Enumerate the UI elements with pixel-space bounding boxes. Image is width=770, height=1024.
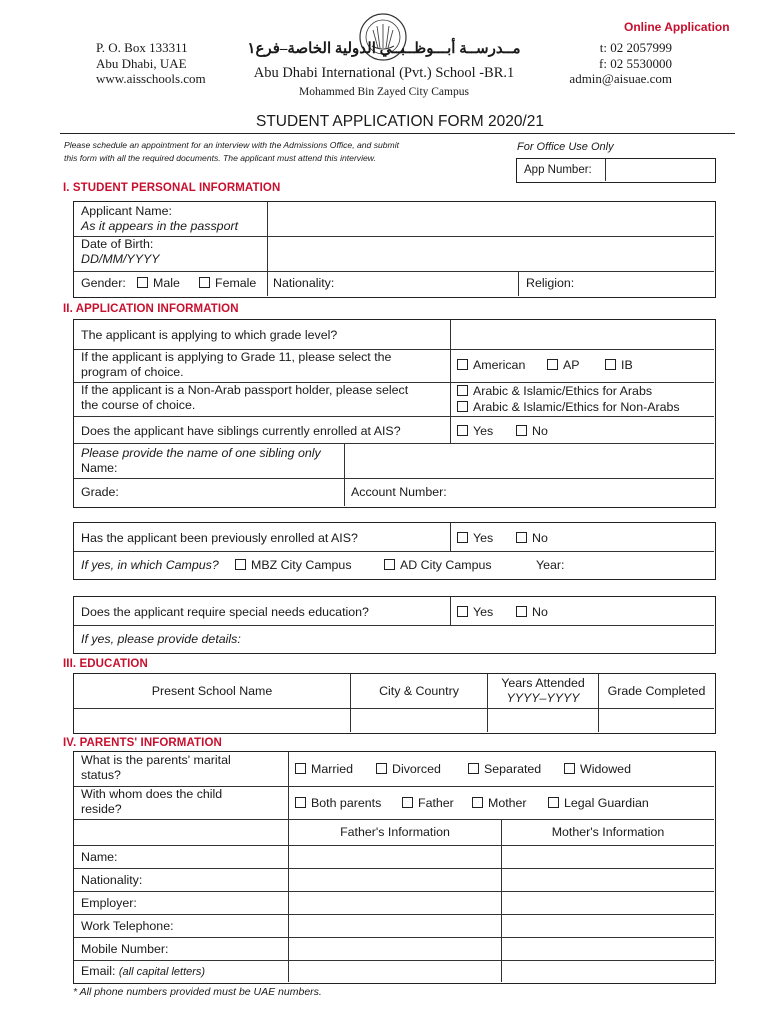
sibling-name-text: Name: xyxy=(81,461,118,475)
previous-enrollment-question: Has the applicant been previously enrolled at AIS? xyxy=(81,531,358,545)
marital-widowed-label: Widowed xyxy=(580,762,631,776)
reside-question-line-1: With whom does the child xyxy=(81,787,223,801)
program-ap-label: AP xyxy=(563,358,580,372)
year-label: Year: xyxy=(536,558,565,572)
dob-hint: DD/MM/YYYY xyxy=(81,252,160,266)
parent-nationality-label: Nationality: xyxy=(81,873,143,887)
col-years-format: YYYY–YYYY xyxy=(506,691,580,705)
program-american-label: American xyxy=(473,358,526,372)
email-text: Email: xyxy=(81,964,119,978)
checkbox-icon[interactable] xyxy=(457,606,468,617)
reside-mother-option[interactable] xyxy=(472,796,527,810)
checkbox-icon[interactable] xyxy=(457,359,468,370)
nonarab-question xyxy=(81,383,408,413)
divider xyxy=(74,819,714,820)
app-number-box xyxy=(516,158,716,183)
marital-question-line-1: What is the parents' marital xyxy=(81,753,231,767)
siblings-question: Does the applicant have siblings currently enrolled at AIS? xyxy=(81,424,401,438)
divider xyxy=(501,819,502,982)
siblings-yes-label: Yes xyxy=(473,424,494,438)
website-link[interactable]: www.aisschools.com xyxy=(96,71,206,86)
reside-father-option[interactable] xyxy=(402,796,454,810)
religion-label: Religion: xyxy=(526,276,575,290)
previous-no-label: No xyxy=(532,531,548,545)
special-yes-label: Yes xyxy=(473,605,494,619)
siblings-no-label: No xyxy=(532,424,548,438)
reside-father-label: Father xyxy=(418,796,454,810)
campus-mbz-option[interactable] xyxy=(235,558,352,572)
reside-mother-label: Mother xyxy=(488,796,527,810)
checkbox-icon[interactable] xyxy=(457,385,468,396)
marital-separated-label: Separated xyxy=(484,762,542,776)
course-arabs-label: Arabic & Islamic/Ethics for Arabs xyxy=(473,384,653,398)
course-nonarabs-label: Arabic & Islamic/Ethics for Non-Arabs xyxy=(473,400,680,414)
fax: f: 02 5530000 xyxy=(599,55,672,71)
section-1-heading: I. STUDENT PERSONAL INFORMATION xyxy=(63,182,281,194)
grade11-question-line-2: program of choice. xyxy=(81,365,184,379)
nationality-label: Nationality: xyxy=(273,276,335,290)
checkbox-icon[interactable] xyxy=(547,359,558,370)
gender-female-option[interactable] xyxy=(199,276,256,290)
phone: t: 02 2057999 xyxy=(599,40,672,55)
previous-yes-option[interactable] xyxy=(457,531,493,545)
school-address xyxy=(96,40,206,87)
previous-yes-label: Yes xyxy=(473,531,494,545)
divider xyxy=(74,271,714,272)
reside-both-option[interactable] xyxy=(295,796,381,810)
po-box: P. O. Box 133311 xyxy=(96,40,188,55)
marital-question xyxy=(81,753,231,783)
campus-adcity-option[interactable] xyxy=(384,558,492,572)
grade-level-question: The applicant is applying to which grade level? xyxy=(81,328,338,342)
app-number-label: App Number: xyxy=(524,164,592,176)
program-ib-label: IB xyxy=(621,358,633,372)
divider xyxy=(74,937,714,938)
sibling-name-hint: Please provide the name of one sibling only xyxy=(81,446,321,460)
checkbox-icon[interactable] xyxy=(457,401,468,412)
parent-email-label xyxy=(81,964,205,980)
mother-info-header: Mother's Information xyxy=(551,825,665,839)
checkbox-icon[interactable] xyxy=(295,797,306,808)
program-ap-option[interactable] xyxy=(547,358,580,372)
divider xyxy=(450,597,451,625)
account-number-label: Account Number: xyxy=(351,485,447,499)
title-rule xyxy=(60,133,735,134)
reside-guardian-label: Legal Guardian xyxy=(564,796,649,810)
marital-married-option[interactable] xyxy=(295,762,353,776)
divider xyxy=(74,478,714,479)
checkbox-icon[interactable] xyxy=(564,763,575,774)
parent-employer-label: Employer: xyxy=(81,896,137,910)
sibling-grade-label: Grade: xyxy=(81,485,119,499)
years-attended-field[interactable] xyxy=(488,709,598,732)
marital-divorced-option[interactable] xyxy=(376,762,441,776)
application-info-table xyxy=(73,319,716,508)
father-info-header: Father's Information xyxy=(340,825,450,839)
campus-question: If yes, in which Campus? xyxy=(81,558,219,572)
checkbox-icon[interactable] xyxy=(402,797,413,808)
divider xyxy=(74,960,714,961)
divider xyxy=(74,845,714,846)
email-link[interactable]: admin@aisuae.com xyxy=(569,71,672,86)
previous-enrollment-table xyxy=(73,522,716,580)
grade-completed-field[interactable] xyxy=(599,709,714,732)
checkbox-icon[interactable] xyxy=(457,425,468,436)
gender-female-label: Female xyxy=(215,276,257,290)
office-use-label: For Office Use Only xyxy=(517,141,614,153)
school-name-english: Abu Dhabi International (Pvt.) School -BR.1 xyxy=(253,65,515,81)
checkbox-icon[interactable] xyxy=(516,425,527,436)
program-ib-option[interactable] xyxy=(605,358,633,372)
online-application-label: Online Application xyxy=(624,20,730,34)
section-2-heading: II. APPLICATION INFORMATION xyxy=(63,303,239,315)
course-nonarabs-option[interactable] xyxy=(457,399,680,415)
checkbox-icon[interactable] xyxy=(605,359,616,370)
special-no-option[interactable] xyxy=(516,605,548,619)
applicant-name-hint: As it appears in the passport xyxy=(81,219,239,233)
dob-text: Date of Birth: xyxy=(81,237,154,251)
education-table xyxy=(73,673,716,734)
reside-question-line-2: reside? xyxy=(81,802,122,816)
checkbox-icon[interactable] xyxy=(235,559,246,570)
checkbox-icon[interactable] xyxy=(548,797,559,808)
dob-label xyxy=(81,237,159,267)
nonarab-question-line-2: the course of choice. xyxy=(81,398,196,412)
parent-name-label: Name: xyxy=(81,850,118,864)
personal-info-table xyxy=(73,201,716,298)
special-yes-option[interactable] xyxy=(457,605,493,619)
city-country-field[interactable] xyxy=(351,709,487,732)
reside-question xyxy=(81,787,222,817)
section-4-heading: IV. PARENTS' INFORMATION xyxy=(63,737,222,749)
checkbox-icon[interactable] xyxy=(376,763,387,774)
grade-level-field[interactable] xyxy=(451,320,714,349)
col-years-attended xyxy=(488,676,598,706)
divider xyxy=(74,416,714,417)
course-options xyxy=(457,383,680,415)
intro-note-line-2: this form with all the required documents. The applicant must attend this interview. xyxy=(64,153,376,163)
contact-info xyxy=(560,40,672,87)
col-years-title: Years Attended xyxy=(501,676,585,690)
applicant-name-text: Applicant Name: xyxy=(81,204,172,218)
parent-mobile-label: Mobile Number: xyxy=(81,942,169,956)
marital-question-line-2: status? xyxy=(81,768,121,782)
divider xyxy=(74,891,714,892)
marital-widowed-option[interactable] xyxy=(564,762,631,776)
school-name-arabic: مــدرســة أبـــوظــبــي الدولية الخاصة–فرع١ xyxy=(247,41,521,57)
parent-work-telephone-label: Work Telephone: xyxy=(81,919,174,933)
siblings-no-option[interactable] xyxy=(516,424,548,438)
divider xyxy=(518,271,519,296)
col-school-name: Present School Name xyxy=(151,684,273,698)
school-name-field[interactable] xyxy=(74,709,350,732)
gender-male-label: Male xyxy=(153,276,180,290)
campus-name: Mohammed Bin Zayed City Campus xyxy=(299,86,469,98)
special-needs-question: Does the applicant require special needs education? xyxy=(81,605,369,619)
col-grade-completed: Grade Completed xyxy=(607,684,706,698)
program-american-option[interactable] xyxy=(457,358,525,372)
divider xyxy=(74,625,714,626)
dob-field[interactable] xyxy=(268,237,714,271)
checkbox-icon[interactable] xyxy=(468,763,479,774)
checkbox-icon[interactable] xyxy=(472,797,483,808)
checkbox-icon[interactable] xyxy=(199,277,210,288)
intro-note-line-1: Please schedule an appointment for an interview with the Admissions Office, and submit xyxy=(64,140,400,150)
special-needs-table xyxy=(73,596,716,654)
checkbox-icon[interactable] xyxy=(516,606,527,617)
gender-male-option[interactable] xyxy=(137,276,180,290)
previous-no-option[interactable] xyxy=(516,531,548,545)
parents-info-table xyxy=(73,751,716,984)
divider xyxy=(74,914,714,915)
checkbox-icon[interactable] xyxy=(295,763,306,774)
footnote: * All phone numbers provided must be UAE numbers. xyxy=(73,986,322,998)
col-city-country: City & Country xyxy=(379,684,459,698)
marital-divorced-label: Divorced xyxy=(392,762,441,776)
siblings-yes-option[interactable] xyxy=(457,424,493,438)
checkbox-icon[interactable] xyxy=(457,532,468,543)
checkbox-icon[interactable] xyxy=(516,532,527,543)
email-hint: (all capital letters) xyxy=(118,966,206,978)
marital-married-label: Married xyxy=(311,762,353,776)
applicant-name-label xyxy=(81,204,238,234)
checkbox-icon[interactable] xyxy=(384,559,395,570)
divider xyxy=(74,551,714,552)
sibling-name-field[interactable] xyxy=(345,444,714,478)
reside-guardian-option[interactable] xyxy=(548,796,649,810)
reside-both-label: Both parents xyxy=(311,796,382,810)
grade11-question xyxy=(81,350,391,380)
form-title: STUDENT APPLICATION FORM 2020/21 xyxy=(256,113,544,130)
gender-label: Gender: xyxy=(81,276,126,290)
campus-mbz-label: MBZ City Campus xyxy=(251,558,352,572)
sibling-name-label xyxy=(81,446,321,476)
app-number-field[interactable] xyxy=(606,159,713,181)
campus-adcity-label: AD City Campus xyxy=(400,558,492,572)
grade11-question-line-1: If the applicant is applying to Grade 11, please select the xyxy=(81,350,392,364)
checkbox-icon[interactable] xyxy=(137,277,148,288)
divider xyxy=(74,868,714,869)
nonarab-question-line-1: If the applicant is a Non-Arab passport holder, please select xyxy=(81,383,409,397)
applicant-name-field[interactable] xyxy=(268,202,714,236)
divider xyxy=(450,523,451,551)
special-details-label: If yes, please provide details: xyxy=(81,632,241,646)
divider xyxy=(267,271,268,296)
intro-note xyxy=(64,139,399,165)
section-3-heading: III. EDUCATION xyxy=(63,658,148,670)
city: Abu Dhabi, UAE xyxy=(96,55,187,71)
marital-separated-option[interactable] xyxy=(468,762,541,776)
course-arabs-option[interactable] xyxy=(457,383,680,399)
special-no-label: No xyxy=(532,605,548,619)
